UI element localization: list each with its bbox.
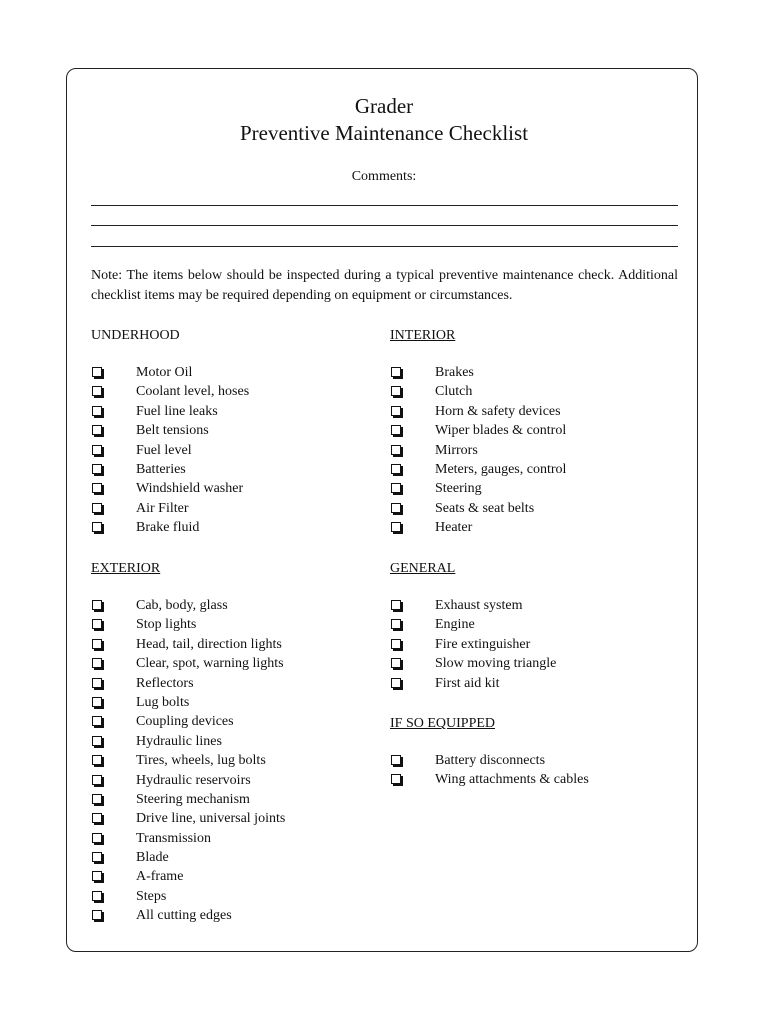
checkbox-icon[interactable] [92,736,102,746]
checklist-item-label: Coolant level, hoses [136,384,250,400]
checklist-item-label: Seats & seat belts [435,500,535,516]
checklist-item-label: Coupling devices [136,714,234,730]
checkbox-icon[interactable] [92,386,102,396]
checkbox-icon[interactable] [391,774,401,784]
checklist-item [390,402,660,421]
section-heading-general: GENERAL [390,561,456,576]
section-general [390,560,660,693]
checklist-item-label: Blade [136,850,169,866]
checklist-item-label: Hydraulic lines [136,733,222,749]
checklist-item [91,674,361,693]
list-exterior [91,596,361,926]
checklist-item [91,809,361,828]
checklist-item-label: Batteries [136,461,186,477]
section-interior [390,327,660,538]
checkbox-icon[interactable] [92,891,102,901]
checklist-item-label: Lug bolts [136,694,190,710]
comments-line-2 [91,225,678,226]
checklist-item [91,712,361,731]
section-heading-if-so-equipped: IF SO EQUIPPED [390,716,496,731]
checklist-item [91,867,361,886]
checklist-item [91,771,361,790]
checklist-item-label: Belt tensions [136,423,209,439]
checklist-item [91,479,361,498]
checklist-item-label: Horn & safety devices [435,403,561,419]
checklist-item-label: Clear, spot, warning lights [136,656,284,672]
checkbox-icon[interactable] [92,445,102,455]
checklist-item-label: First aid kit [435,675,500,691]
checkbox-icon[interactable] [391,464,401,474]
checklist-item [91,402,361,421]
checkbox-icon[interactable] [92,852,102,862]
checkbox-icon[interactable] [391,367,401,377]
section-underhood [91,327,361,538]
checklist-item-label: Slow moving triangle [435,656,557,672]
checklist-item [390,479,660,498]
checklist-item [390,499,660,518]
checkbox-icon[interactable] [92,503,102,513]
checkbox-icon[interactable] [391,386,401,396]
checklist-item [91,421,361,440]
section-heading-exterior: EXTERIOR [91,561,161,576]
checkbox-icon[interactable] [92,871,102,881]
checklist-item [390,654,660,673]
checklist-item-label: Fuel line leaks [136,403,218,419]
checklist-item-label: Drive line, universal joints [136,811,286,827]
checklist-item-label: Windshield washer [136,481,244,497]
checklist-item-label: Tires, wheels, lug bolts [136,753,266,769]
checklist-item-label: Wiper blades & control [435,423,567,439]
comments-line-3 [91,246,678,247]
checklist-item [91,441,361,460]
checklist-item [91,363,361,382]
checkbox-icon[interactable] [391,425,401,435]
checkbox-icon[interactable] [391,522,401,532]
checklist-item [91,906,361,925]
checklist-item [91,829,361,848]
checklist-item-label: Cab, body, glass [136,598,228,613]
checklist-item [91,382,361,401]
checklist-item-label: Stop lights [136,617,197,633]
checklist-item [91,654,361,673]
checkbox-icon[interactable] [391,445,401,455]
checkbox-icon[interactable] [92,658,102,668]
checklist-item-label: Exhaust system [435,598,523,613]
checklist-item [91,518,361,537]
checkbox-icon[interactable] [391,600,401,610]
checklist-item [390,421,660,440]
checklist-item [390,751,660,770]
checkbox-icon[interactable] [92,775,102,785]
checklist-item [91,615,361,634]
checklist-item [390,382,660,401]
checklist-item [390,635,660,654]
checklist-item-label: A-frame [136,869,184,885]
checklist-item [91,751,361,770]
checkbox-icon[interactable] [92,794,102,804]
checkbox-icon[interactable] [92,483,102,493]
checklist-item-label: Heater [435,520,473,536]
checklist-item [91,499,361,518]
checkbox-icon[interactable] [391,406,401,416]
checkbox-icon[interactable] [92,813,102,823]
checklist-item-label: Steps [136,888,167,904]
checkbox-icon[interactable] [391,483,401,493]
checklist-item-label: Clutch [435,384,473,400]
checkbox-icon[interactable] [391,658,401,668]
checkbox-icon[interactable] [92,755,102,765]
checklist-item [91,460,361,479]
checklist-item-label: Fuel level [136,442,192,458]
checkbox-icon[interactable] [391,503,401,513]
checkbox-icon[interactable] [92,522,102,532]
checklist-item-label: Wing attachments & cables [435,772,589,788]
note-paragraph: Note: The items below should be inspected during a typical preventive maintenance check. Additional checklist items may be required depending on equipment or circumstances. [91,268,678,303]
checklist-item-label: Engine [435,617,475,633]
checklist-item [390,615,660,634]
checkbox-icon[interactable] [92,833,102,843]
checklist-item-label: Brakes [435,365,474,380]
checklist-item [390,518,660,537]
checklist-item [91,635,361,654]
page-subtitle: Preventive Maintenance Checklist [239,121,529,145]
section-heading-interior: INTERIOR [390,328,456,343]
checkbox-icon[interactable] [92,406,102,416]
checklist-item [91,887,361,906]
checklist-item-label: Reflectors [136,675,194,691]
checkbox-icon[interactable] [92,600,102,610]
checklist-item [390,674,660,693]
checklist-item-label: Hydraulic reservoirs [136,772,251,788]
list-if-so-equipped [390,751,660,790]
checklist-item-label: Air Filter [136,500,189,516]
checkbox-icon[interactable] [92,425,102,435]
section-if-so-equipped [390,715,660,790]
checklist-item-label: Brake fluid [136,520,200,536]
checkbox-icon[interactable] [92,716,102,726]
checklist-item-label: Head, tail, direction lights [136,636,282,652]
checklist-item-label: Steering [435,481,482,497]
checklist-item-label: Motor Oil [136,365,193,380]
list-underhood [91,363,361,538]
checklist-item-label: Transmission [136,830,211,846]
checkbox-icon[interactable] [92,619,102,629]
checkbox-icon[interactable] [92,464,102,474]
checklist-item [91,848,361,867]
section-heading-underhood: UNDERHOOD [91,328,180,343]
comments-label: Comments: [351,169,417,184]
checkbox-icon[interactable] [391,619,401,629]
checkbox-icon[interactable] [92,639,102,649]
checklist-item [390,596,660,615]
checklist-item [91,596,361,615]
checkbox-icon[interactable] [92,697,102,707]
comments-line-1 [91,205,678,206]
checkbox-icon[interactable] [92,367,102,377]
checklist-item-label: Battery disconnects [435,753,546,768]
checklist-item [390,460,660,479]
checkbox-icon[interactable] [391,755,401,765]
section-exterior [91,560,361,926]
checklist-item [390,363,660,382]
checklist-item-label: Fire extinguisher [435,636,531,652]
checklist-item [390,441,660,460]
checkbox-icon[interactable] [391,678,401,688]
checklist-item [390,770,660,789]
list-interior [390,363,660,538]
checkbox-icon[interactable] [92,678,102,688]
checklist-item-label: Steering mechanism [136,791,250,807]
checklist-item [91,693,361,712]
checklist-item [91,732,361,751]
checkbox-icon[interactable] [391,639,401,649]
checklist-item-label: Mirrors [435,442,478,458]
list-general [390,596,660,693]
checklist-item [91,790,361,809]
checklist-item-label: All cutting edges [136,908,232,924]
checklist-item-label: Meters, gauges, control [435,461,567,477]
page-title: Grader [354,94,414,118]
checkbox-icon[interactable] [92,910,102,920]
